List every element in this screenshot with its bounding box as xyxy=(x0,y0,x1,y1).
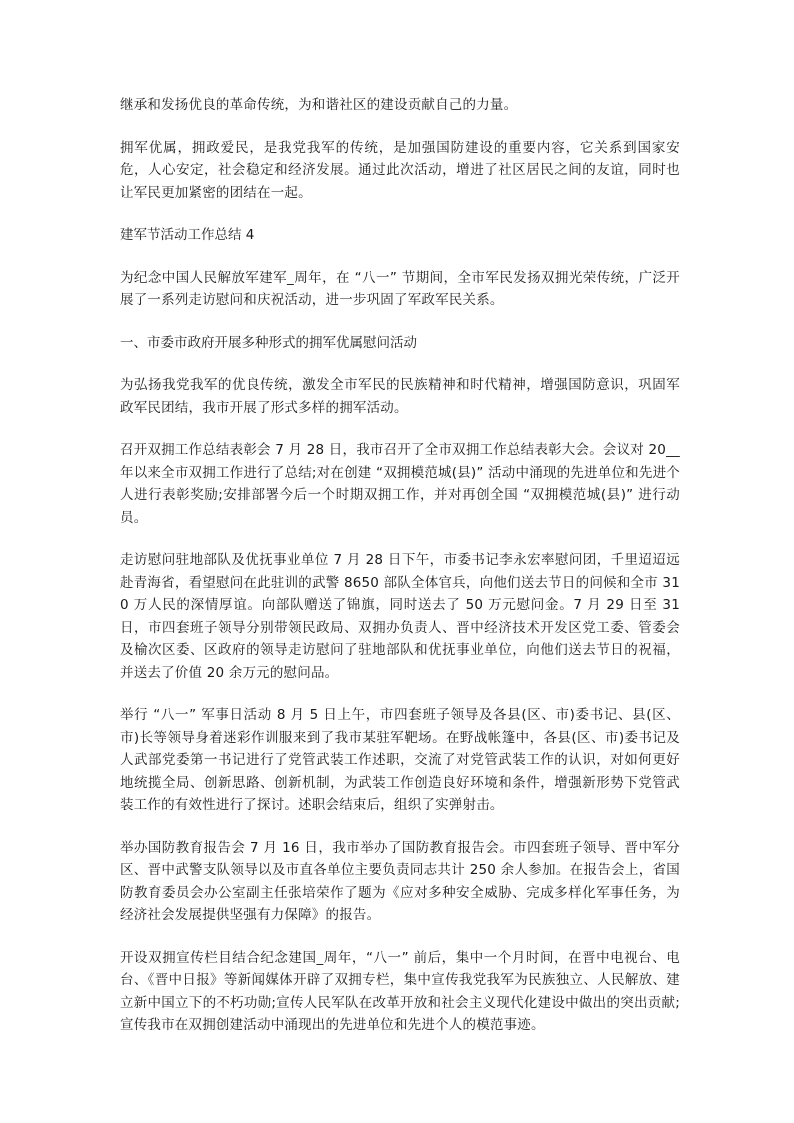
paragraph: 拥军优属，拥政爱民，是我党我军的传统，是加强国防建设的重要内容，它关系到国家安危，人心安定，社会稳定和经济发展。通过此次活动，增进了社区居民之间的友谊，同时也让军民更加紧密的团结在一起。 xyxy=(120,139,680,201)
paragraph: 为纪念中国人民解放军建军_周年，在 “八一” 节期间，全市军民发扬双拥光荣传统，广泛开展了一系列走访慰问和庆祝活动，进一步巩固了军政军民关系。 xyxy=(120,269,680,308)
paragraph: 继承和发扬优良的革命传统，为和谐社区的建设贡献自己的力量。 xyxy=(120,97,518,113)
paragraph: 走访慰问驻地部队及优抚事业单位 7 月 28 日下午，市委书记李永宏率慰问团，千里迢迢远赴青海省，看望慰问在此驻训的武警 8650 部队全体官兵，向他们送去节日的问候和全市 310 万人民的深情厚谊。向部队赠送了锦旗，同时送去了 50 万元慰问金。7 月 29 日至 31 日，市四套班子领导分别带领民政局、双拥办负责人、晋中经济技术开发区党工委、管委会及榆次区委、区政府的领导走访慰问了驻地部队和优抚事业单位，向他们送去节日的祝福，并送去了价值 20 余万元的慰问品。 xyxy=(120,552,680,681)
paragraph: 为弘扬我党我军的优良传统，激发全市军民的民族精神和时代精神，增强国防意识，巩固军政军民团结，我市开展了形式多样的拥军活动。 xyxy=(120,377,680,416)
paragraph: 召开双拥工作总结表彰会 7 月 28 日，我市召开了全市双拥工作总结表彰大会。会议对 20__年以来全市双拥工作进行了总结;对在创建 “双拥模范城(县)” 活动中涌现的先进单位和先进个人进行表彰奖励;安排部署今后一个时期双拥工作，并对再创全国 “双拥模范城(县)” 进行动员。 xyxy=(120,442,680,526)
paragraph: 举行 “八一” 军事日活动 8 月 5 日上午，市四套班子领导及各县(区、市)委书记、县(区、市)长等领导身着迷彩作训服来到了我市某驻军靶场。在野战帐篷中，各县(区、市)委书记及人武部党委第一书记进行了党管武装工作述职，交流了对党管武装工作的认识，对如何更好地统揽全局、创新思路、创新机制，为武装工作创造良好环境和条件，增强新形势下党管武装工作的有效性进行了探讨。述职会结束后，组织了实弹射击。 xyxy=(120,707,680,813)
document-body xyxy=(120,94,680,1057)
section-title: 建军节活动工作总结 4 xyxy=(120,227,255,243)
paragraph: 开设双拥宣传栏目结合纪念建国_周年，“八一” 前后，集中一个月时间，在晋中电视台、电台、《晋中日报》等新闻媒体开辟了双拥专栏，集中宣传我党我军为民族独立、人民解放、建立新中国立下的不朽功勋;宣传人民军队在改革开放和社会主义现代化建设中做出的突出贡献;宣传我市在双拥创建活动中涌现出的先进单位和先进个人的模范事迹。 xyxy=(120,949,680,1033)
section-heading: 一、市委市政府开展多种形式的拥军优属慰问活动 xyxy=(120,334,417,351)
paragraph: 举办国防教育报告会 7 月 16 日，我市举办了国防教育报告会。市四套班子领导、晋中军分区、晋中武警支队领导以及市直各单位主要负责同志共计 250 余人参加。在报告会上，省国防教育委员会办公室副主任张培荣作了题为《应对多种安全威胁、完成多样化军事任务，为经济社会发展提供坚强有力保障》的报告。 xyxy=(120,839,680,923)
